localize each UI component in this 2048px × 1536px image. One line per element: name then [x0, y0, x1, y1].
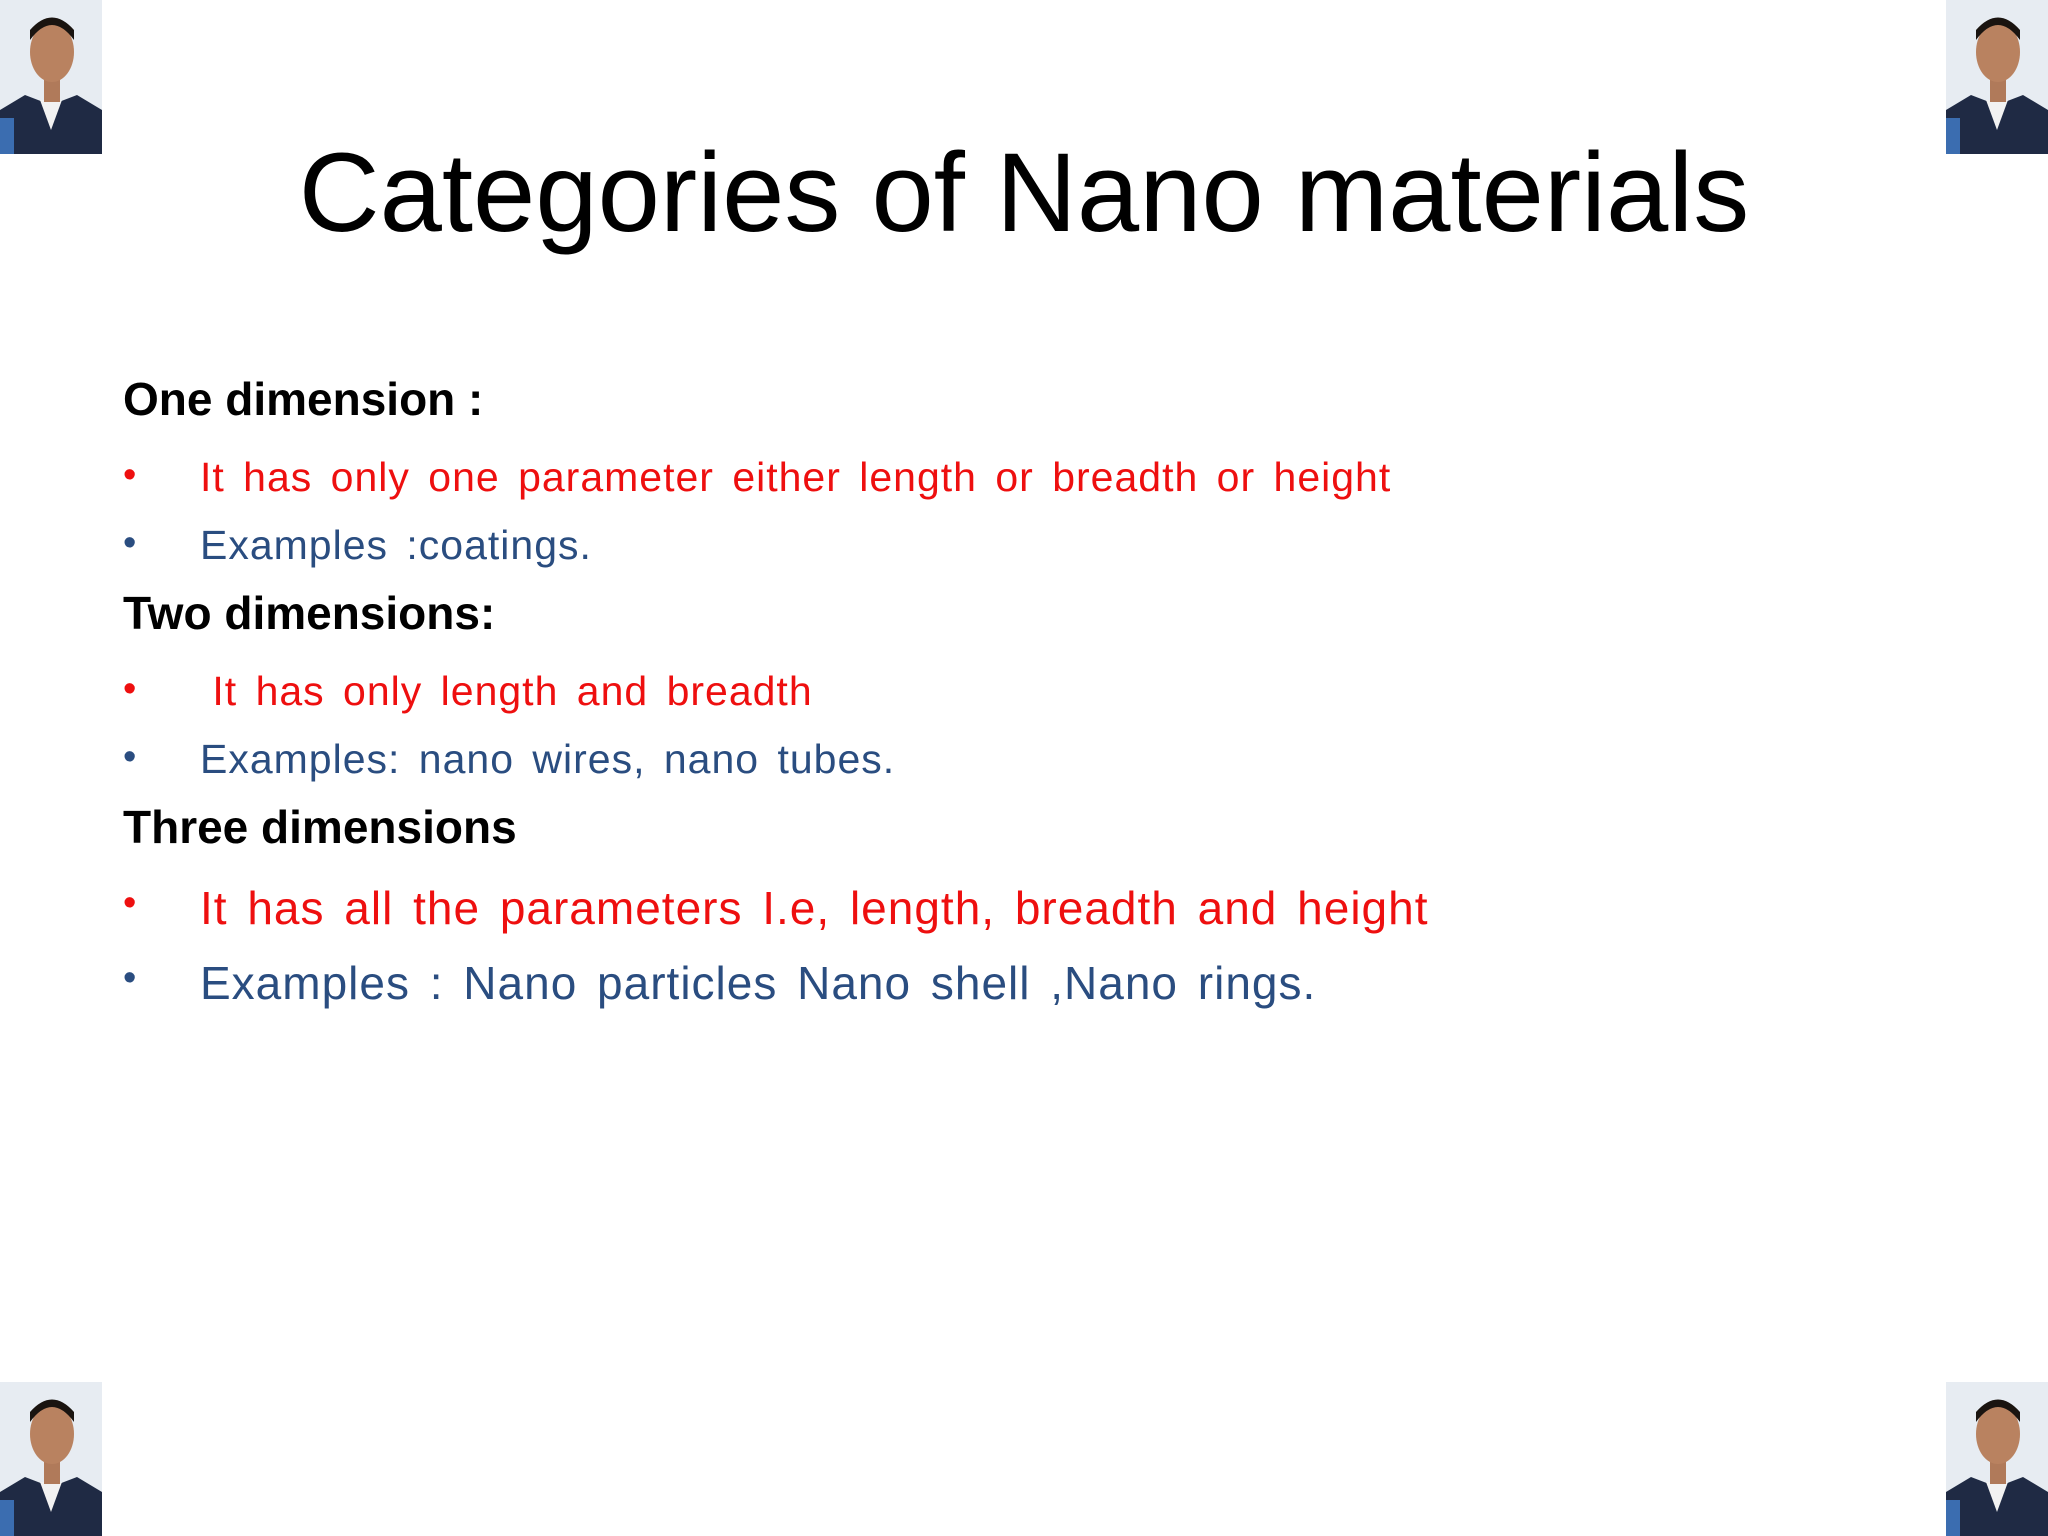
bullet-text: It has only one parameter either length or breadth or height: [200, 454, 1392, 500]
section-heading-three-dimensions: Three dimensions: [123, 801, 517, 853]
bullet-icon: •: [123, 957, 138, 999]
bullet-text: Examples :coatings.: [200, 522, 592, 568]
bullet-two-dimensions-definition: [123, 657, 1883, 725]
bullet-icon: •: [123, 522, 138, 564]
bullet-one-dimension-examples: [123, 511, 1883, 579]
bullet-three-dimensions-examples: [123, 946, 1883, 1021]
bullet-icon: •: [123, 736, 138, 778]
bullet-one-dimension-definition: [123, 443, 1883, 511]
bullet-icon: •: [123, 454, 138, 496]
bullet-icon: •: [123, 668, 138, 710]
bullet-text: It has only length and breadth: [200, 668, 813, 714]
slide-title: Categories of Nano materials: [298, 130, 1750, 255]
bullet-text: Examples: nano wires, nano tubes.: [200, 736, 896, 782]
slide-body: [123, 365, 1883, 1021]
bullet-text: Examples : Nano particles Nano shell ,Nano rings.: [200, 957, 1317, 1009]
section-heading-one-dimension: One dimension :: [123, 373, 484, 425]
bullet-icon: •: [123, 882, 138, 924]
bullet-text: It has all the parameters I.e, length, breadth and height: [200, 882, 1429, 934]
presenter-photo-bottom-left: [0, 1382, 102, 1536]
bullet-two-dimensions-examples: [123, 725, 1883, 793]
presenter-photo-bottom-right: [1946, 1382, 2048, 1536]
section-heading-two-dimensions: Two dimensions:: [123, 587, 496, 639]
bullet-three-dimensions-definition: [123, 871, 1883, 946]
